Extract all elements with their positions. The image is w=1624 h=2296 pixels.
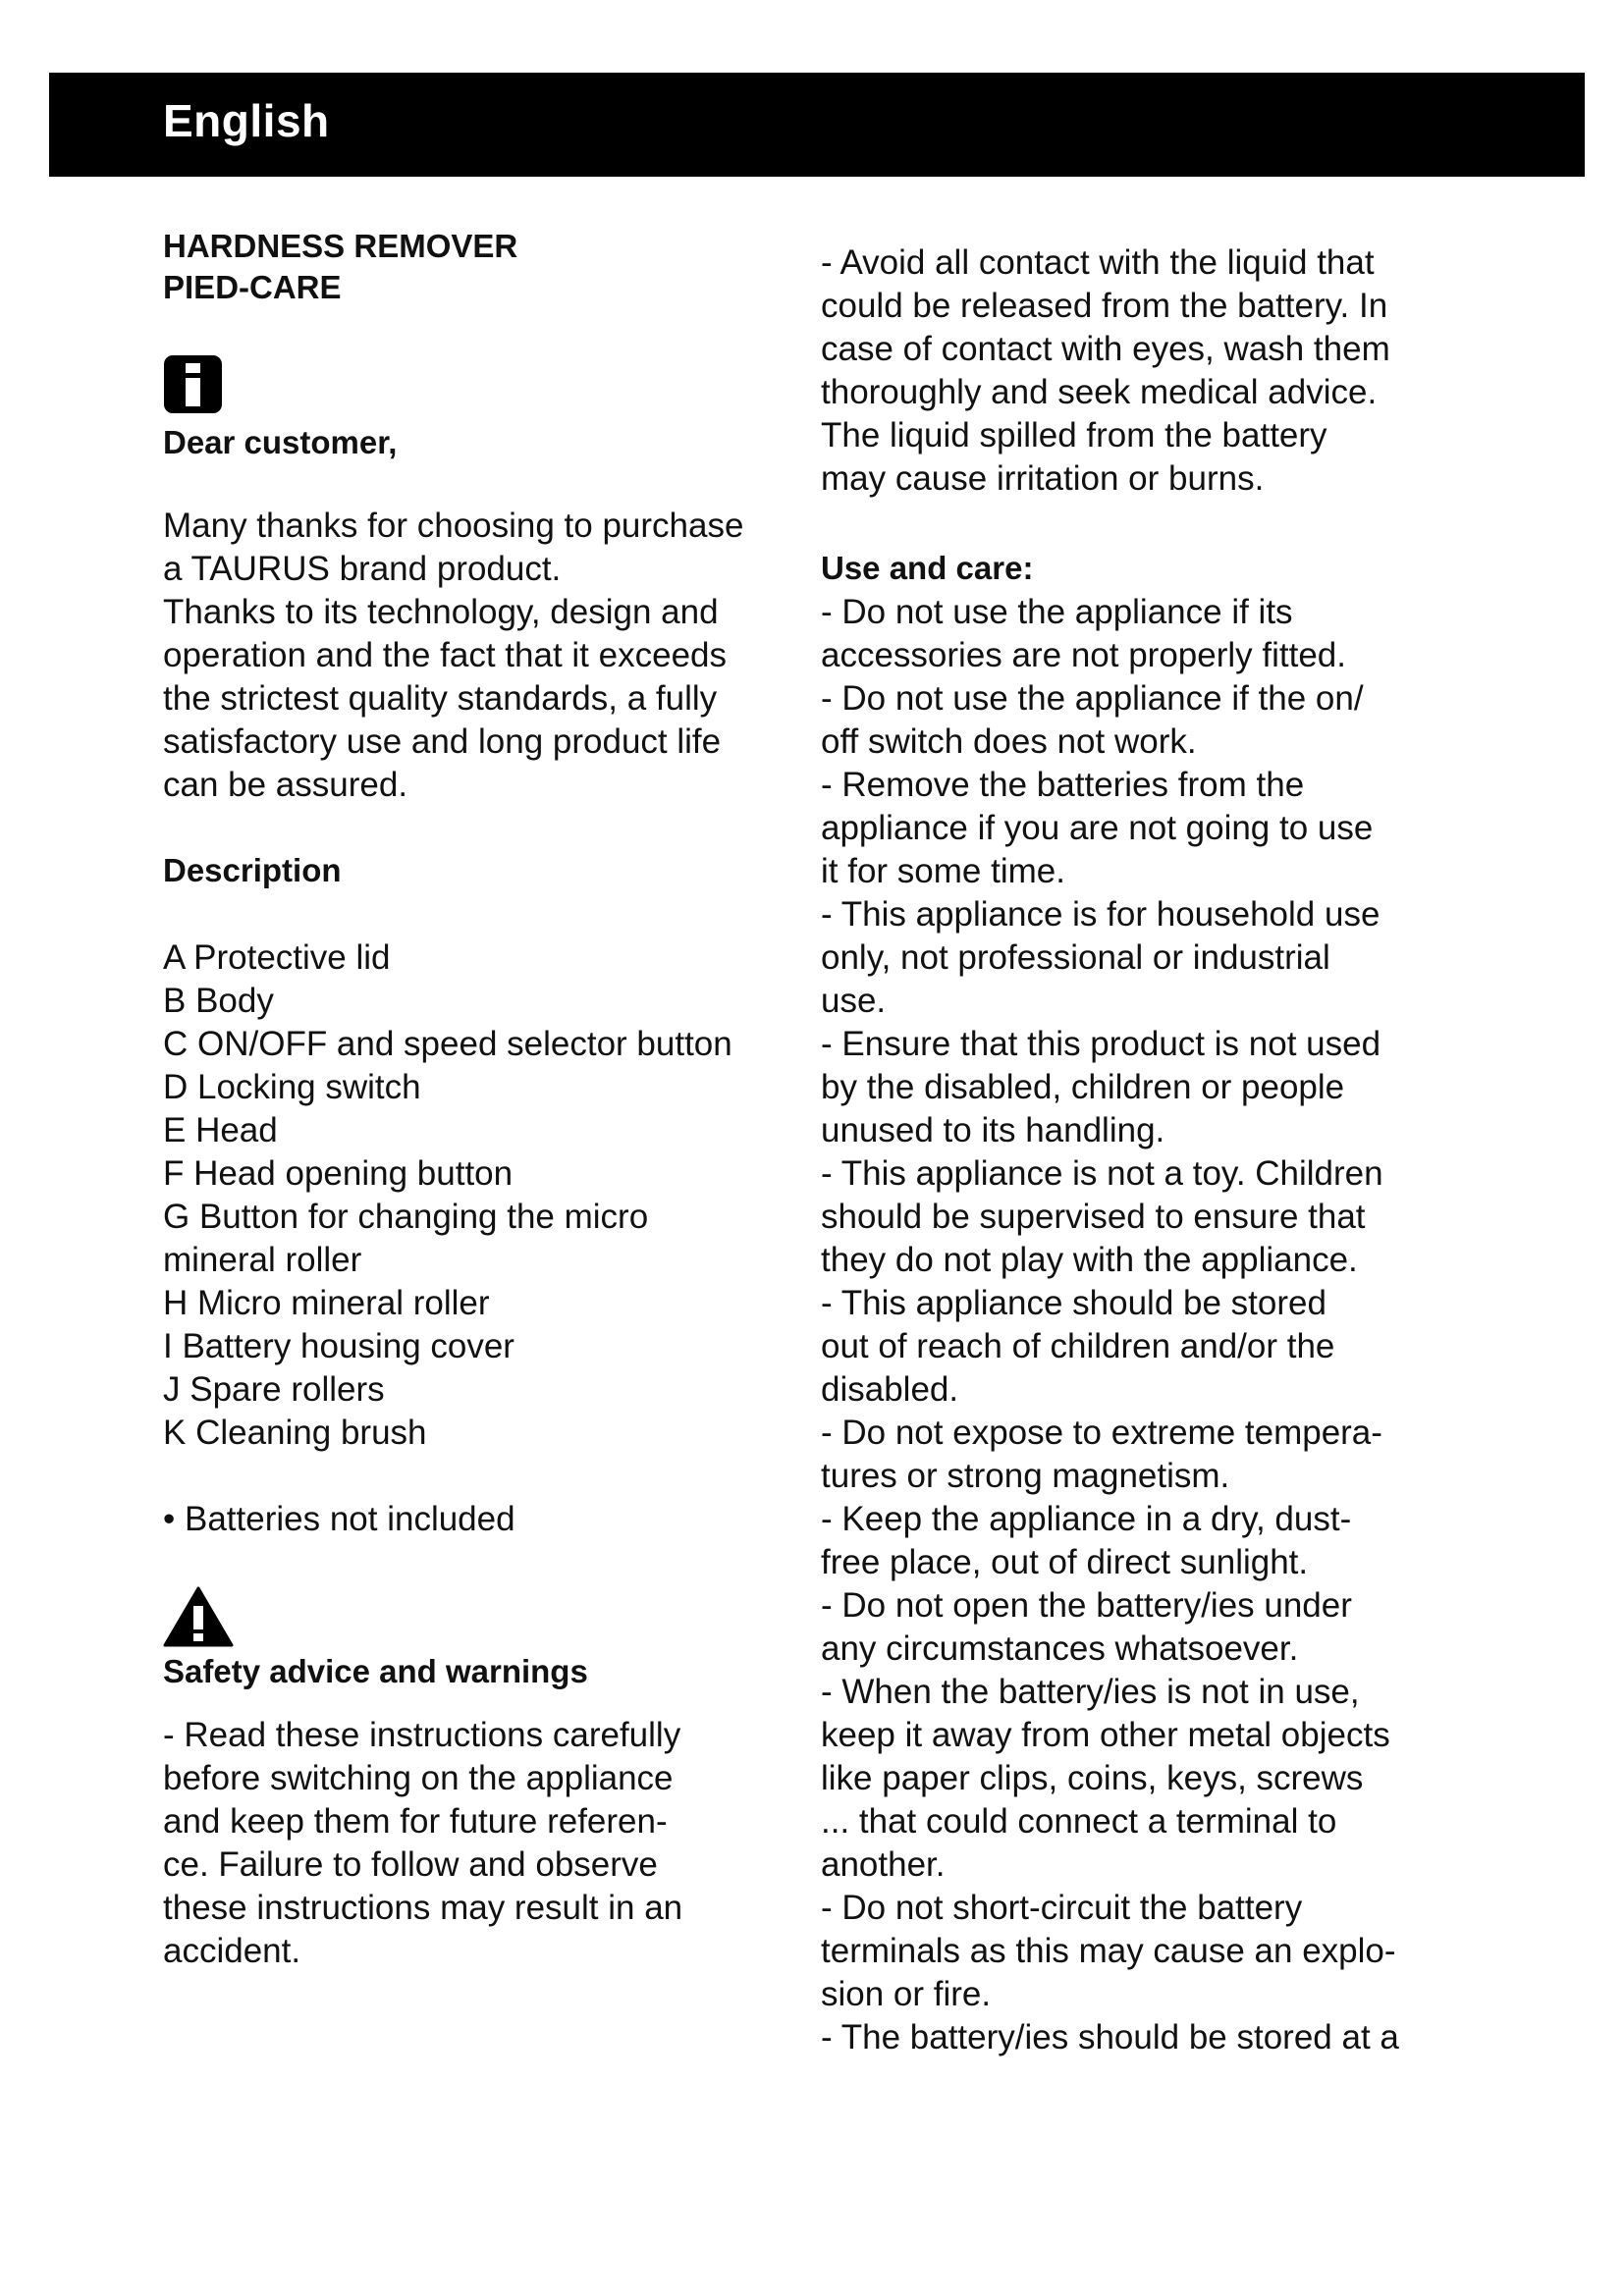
text-line: satisfactory use and long product life (163, 722, 722, 761)
text-line: terminals as this may cause an explo- (821, 1932, 1396, 1970)
text-line: tures or strong magnetism. (821, 1457, 1230, 1495)
text-line: - This appliance is for household use (821, 895, 1380, 934)
text-line: accessories are not properly fitted. (821, 636, 1346, 674)
text-line: use. (821, 982, 887, 1020)
text-line: - Do not open the battery/ies under (821, 1586, 1352, 1625)
text-line: ... that could connect a terminal to (821, 1802, 1337, 1841)
parts-list-item: mineral roller (163, 1241, 362, 1279)
use-care-list (821, 591, 1399, 2059)
text-line: a TAURUS brand product. (163, 550, 562, 588)
text-line: Thanks to its technology, design and (163, 593, 719, 631)
text-line: may cause irritation or burns. (821, 459, 1265, 498)
text-line: sion or fire. (821, 1975, 992, 2013)
parts-list-item: G Button for changing the micro (163, 1198, 649, 1236)
text-line: - Do not expose to extreme tempera- (821, 1414, 1382, 1452)
parts-list (163, 936, 732, 1455)
parts-list-item: H Micro mineral roller (163, 1284, 490, 1322)
product-title-line-2: PIED-CARE (163, 269, 342, 305)
parts-list-item: B Body (163, 982, 274, 1020)
parts-list-item: F Head opening button (163, 1154, 514, 1193)
text-line: accident. (163, 1932, 301, 1970)
text-line: disabled. (821, 1370, 959, 1409)
text-line: - Keep the appliance in a dry, dust- (821, 1500, 1352, 1538)
text-line: ce. Failure to follow and observe (163, 1845, 658, 1884)
text-line: appliance if you are not going to use (821, 809, 1374, 847)
text-line: and keep them for future referen- (163, 1802, 668, 1841)
text-line: - Do not use the appliance if its (821, 593, 1293, 631)
text-line: - This appliance should be stored (821, 1284, 1326, 1322)
parts-list-item: J Spare rollers (163, 1370, 385, 1409)
text-line: any circumstances whatsoever. (821, 1629, 1299, 1668)
parts-list-item: I Battery housing cover (163, 1327, 514, 1365)
safety-paragraph (163, 1714, 682, 1973)
language-header-bar (49, 73, 1585, 177)
text-line: can be assured. (163, 766, 408, 804)
info-icon (163, 354, 223, 414)
text-line: thoroughly and seek medical advice. (821, 373, 1378, 411)
parts-list-item: E Head (163, 1111, 278, 1149)
use-care-heading: Use and care: (821, 550, 1034, 586)
text-line: - Read these instructions carefully (163, 1716, 681, 1754)
text-line: - Remove the batteries from the (821, 766, 1305, 804)
language-title: English (163, 95, 330, 146)
safety-heading: Safety advice and warnings (163, 1653, 588, 1689)
text-line: these instructions may result in an (163, 1889, 683, 1927)
text-line: - Ensure that this product is not used (821, 1025, 1381, 1063)
text-line: before switching on the appliance (163, 1759, 674, 1797)
text-line: by the disabled, children or people (821, 1068, 1345, 1106)
text-line: out of reach of children and/or the (821, 1327, 1335, 1365)
text-line: operation and the fact that it exceeds (163, 636, 727, 674)
text-line: - When the battery/ies is not in use, (821, 1673, 1360, 1711)
text-line: - Do not short-circuit the battery (821, 1889, 1303, 1927)
text-line: - This appliance is not a toy. Children (821, 1154, 1383, 1193)
intro-paragraph-1 (163, 505, 743, 591)
parts-list-item: K Cleaning brush (163, 1414, 427, 1452)
text-line: could be released from the battery. In (821, 287, 1388, 325)
text-line: Many thanks for choosing to purchase (163, 507, 744, 545)
parts-list-item: D Locking switch (163, 1068, 421, 1106)
text-line: the strictest quality standards, a fully (163, 679, 718, 718)
warning-icon (163, 1586, 234, 1648)
text-line: case of contact with eyes, wash them (821, 330, 1390, 368)
parts-list-item: C ON/OFF and speed selector button (163, 1025, 732, 1063)
product-title-line-1: HARDNESS REMOVER (163, 228, 518, 264)
text-line: it for some time. (821, 852, 1065, 890)
text-line: they do not play with the appliance. (821, 1241, 1358, 1279)
intro-paragraph-2 (163, 591, 727, 807)
text-line: The liquid spilled from the battery (821, 416, 1327, 454)
text-line: keep it away from other metal objects (821, 1716, 1390, 1754)
batteries-note: • Batteries not included (163, 1500, 515, 1538)
text-line: unused to its handling. (821, 1111, 1165, 1149)
text-line: free place, out of direct sunlight. (821, 1543, 1309, 1581)
description-heading: Description (163, 852, 342, 888)
text-line: like paper clips, coins, keys, screws (821, 1759, 1364, 1797)
text-line: should be supervised to ensure that (821, 1198, 1366, 1236)
text-line: off switch does not work. (821, 722, 1197, 761)
text-line: only, not professional or industrial (821, 938, 1330, 977)
parts-list-item: A Protective lid (163, 938, 391, 977)
text-line: - Avoid all contact with the liquid that (821, 243, 1375, 282)
text-line: - Do not use the appliance if the on/ (821, 679, 1364, 718)
battery-liquid-warning (821, 241, 1390, 501)
text-line: another. (821, 1845, 946, 1884)
greeting: Dear customer, (163, 424, 398, 460)
text-line: - The battery/ies should be stored at a (821, 2018, 1399, 2056)
